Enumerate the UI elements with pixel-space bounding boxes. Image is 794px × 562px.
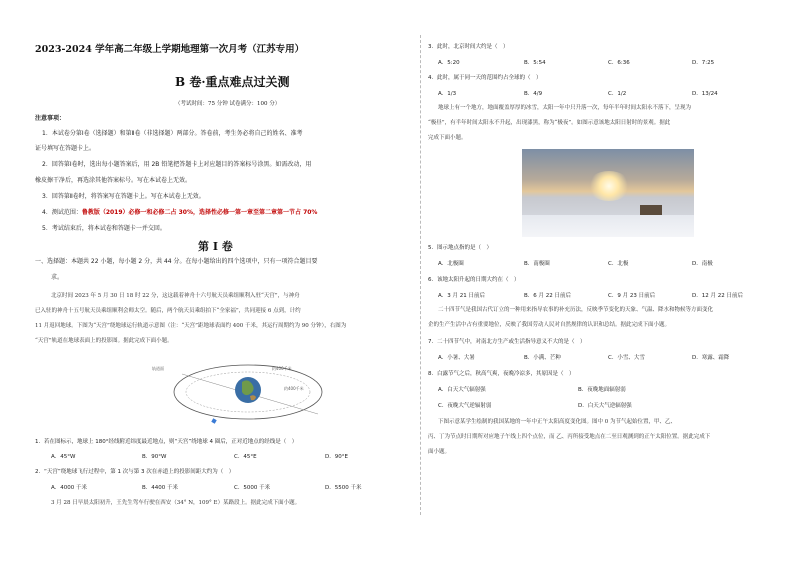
orbit-label-right-top: 约400千米 xyxy=(272,366,292,371)
passage-1-l1: 北京时间 2023 年 5 月 30 日 18 时 22 分，这这载着神舟十六号航天员乘组顺利入驻“天宫”，与神舟 xyxy=(51,293,300,299)
q1-stem: 1．若在图标示，地球上 180°经线附近纬度最近地点，则“天宫”绕地球 4 圈后，正对近地点的经线是（ ） xyxy=(35,439,298,445)
q3-option-c[interactable]: C．6:36 xyxy=(608,60,630,66)
q4-option-c[interactable]: C．1/2 xyxy=(608,91,627,97)
notes-heading: 注意事项： xyxy=(35,115,66,122)
section-title: 第 Ⅰ 卷 xyxy=(198,240,233,253)
orbit-label-left: 轨道面 xyxy=(152,366,164,371)
q6-option-c[interactable]: C．9 月 23 日前后 xyxy=(608,293,656,299)
q5-option-c[interactable]: C．北极 xyxy=(608,261,629,267)
polar-photo xyxy=(522,149,694,237)
q6-option-a[interactable]: A．3 月 21 日前后 xyxy=(438,293,486,299)
q2-option-c[interactable]: C．5000 千米 xyxy=(234,485,271,491)
note-5: 5．考试结束后，将本试卷和答题卡一并交回。 xyxy=(42,225,166,232)
q1-option-c[interactable]: C．45°E xyxy=(234,454,257,460)
q7-stem: 7．二十四节气中，对南北方生产或生活指导意义不大的是（ ） xyxy=(428,339,586,345)
q8-option-b[interactable]: B．夜晚地面辐射弱 xyxy=(578,387,626,393)
passage-1-l2: 已入驻的神舟十五号航天员乘组顺利会师太空。随后，两个航天员乘组拍下“全家福”，共同迎接 6 点到，计约 xyxy=(35,308,301,314)
q4-option-d[interactable]: D．13/24 xyxy=(692,91,718,97)
note-3: 3．回答第Ⅱ卷时，将答案写在答题卡上。写在本试卷上无效。 xyxy=(42,193,205,200)
passage-1-l3: 11 月返回地球。下图为“天宫”绕地球运行轨道示意图（注：“天宫”距地球表面约 400 千米，其运行周期约为 90 分钟），右图为 xyxy=(35,323,347,329)
q3-option-b[interactable]: B．5:54 xyxy=(524,60,546,66)
q6-option-b[interactable]: B．6 月 22 日前后 xyxy=(524,293,572,299)
q7-option-b[interactable]: B．小满、芒种 xyxy=(524,355,561,361)
orbit-label-right-mid: 约400千米 xyxy=(284,386,304,391)
q2-stem: 2．“天宫”绕地球飞行过程中，第 1 次与第 3 次在赤道上的投影间距大约为（ ） xyxy=(35,469,235,475)
sun-glow xyxy=(587,171,631,201)
q8-option-c[interactable]: C．夜晚大气逆辐射弱 xyxy=(438,403,492,409)
q1-option-b[interactable]: B．90°W xyxy=(142,454,167,460)
q4-option-b[interactable]: B．4/9 xyxy=(524,91,543,97)
snow-field xyxy=(522,215,694,237)
passage-5-l3: 面小题。 xyxy=(428,449,451,455)
note-4-range: 鲁教版（2019）必修一和必修二占 30%，选择性必修一第一章至第二章第一节占 70% xyxy=(81,209,318,216)
q2-option-b[interactable]: B．4400 千米 xyxy=(142,485,179,491)
q3-option-a[interactable]: A．5:20 xyxy=(438,60,460,66)
passage-3-l2: “极昼”，有半年时间太阳永不升起，出现漆黑，称为“极夜”。如图示意该地太阳日射时的景观。据此 xyxy=(428,120,671,126)
q1-option-d[interactable]: D．90°E xyxy=(325,454,348,460)
q2-option-a[interactable]: A．4000 千米 xyxy=(51,485,88,491)
satellite-icon xyxy=(211,418,216,423)
orbit-figure xyxy=(148,352,338,432)
q1-option-a[interactable]: A．45°W xyxy=(51,454,76,460)
exam-title: 2023-2024 学年高二年级上学期地理第一次月考（江苏专用） xyxy=(35,44,305,55)
passage-3-l1: 地球上有一个地方，地面覆盖厚厚的冰雪，太阳一年中只升落一次，每年半年时间太阳永不落下，呈现为 xyxy=(438,105,692,111)
time-info: （考试时间：75 分钟 试卷满分：100 分） xyxy=(175,101,281,107)
q8-option-a[interactable]: A．白天大气辐射强 xyxy=(438,387,486,393)
passage-1-l4: “天宫”轨道在地球表面上的投影图。据此完成下面小题。 xyxy=(35,338,173,344)
q5-option-b[interactable]: B．南极圈 xyxy=(524,261,550,267)
q5-stem: 5．图示地点指的是（ ） xyxy=(428,245,493,251)
note-2-line2: 橡皮擦干净后，再选涂其他答案标号。写在本试卷上无效。 xyxy=(35,177,192,184)
q2-option-d[interactable]: D．5500 千米 xyxy=(325,485,362,491)
q7-option-d[interactable]: D．寒露、霜降 xyxy=(692,355,730,361)
column-divider xyxy=(420,35,421,515)
passage-2: 3 月 28 日早晨太阳初升，王先生驾车行驶在西安（34° N，109° E）某路段上。据此完成下面小题。 xyxy=(51,500,301,506)
q6-option-d[interactable]: D．12 月 22 日前后 xyxy=(692,293,743,299)
q8-stem: 8．白露节气之后，秋高气爽，夜晚冷凉多，其原因是（ ） xyxy=(428,371,575,377)
section-instructions-line2: 求。 xyxy=(51,274,64,281)
q6-stem: 6．该地太阳升起的日期大约在（ ） xyxy=(428,277,520,283)
passage-4-l2: 企的生产生活中占有重要地位，反映了我国劳动人民对自然规律的认识和总结。据此完成下面小题。 xyxy=(428,322,671,328)
q8-option-d[interactable]: D．白天大气逆辐射强 xyxy=(578,403,632,409)
passage-3-l3: 完成下面小题。 xyxy=(428,135,467,141)
passage-5-l2: 丙、丁为节点时日期所对应地子午线上四个点位，而 乙、丙所接受地点在二至日观测到的正午太阳位置。据此完成下 xyxy=(428,434,711,440)
q7-option-a[interactable]: A．小暑、大暑 xyxy=(438,355,475,361)
q4-option-a[interactable]: A．1/3 xyxy=(438,91,457,97)
note-2-line1: 2．回答第Ⅰ卷时，选出每小题答案后，用 2B 铅笔把答题卡上对应题目的答案标号涂黑。如需改动，用 xyxy=(42,161,312,168)
q3-stem: 3．此时，北京时间大约是（ ） xyxy=(428,44,509,50)
q5-option-a[interactable]: A．北极圈 xyxy=(438,261,464,267)
note-1-line2: 证号填写在答题卡上。 xyxy=(35,145,96,152)
note-4-prefix: 4．测试范围： xyxy=(42,209,82,216)
exam-subtitle: B 卷·重点难点过关测 xyxy=(175,75,290,89)
q3-option-d[interactable]: D．7:25 xyxy=(692,60,715,66)
passage-5-l1: 下图示意某学生绘制的我国某地的一年中正午太阳高度变化图。图中 0 为节气起始位置，甲、乙、 xyxy=(438,419,676,425)
passage-4-l1: 二十四节气是我国古代订立的一种用来指导农事的补充历法，反映季节变化的天象、气温、降水和物候等方面变化 xyxy=(438,307,714,313)
q5-option-d[interactable]: D．南极 xyxy=(692,261,713,267)
orbit-diagram xyxy=(148,352,338,432)
q7-option-c[interactable]: C．小雪、大雪 xyxy=(608,355,645,361)
q4-stem: 4．此时，属于同一天的范围约占全球的（ ） xyxy=(428,75,542,81)
note-1-line1: 1．本试卷分第Ⅰ卷（选择题）和第Ⅱ卷（非选择题）两部分。答卷前，考生务必将自己的姓名、准考 xyxy=(42,130,303,137)
section-instructions-line1: 一、选择题：本题共 22 小题，每小题 2 分，共 44 分。在每小题给出的四个选项中，只有一项符合题目要 xyxy=(35,258,318,265)
note-4 xyxy=(42,209,317,217)
